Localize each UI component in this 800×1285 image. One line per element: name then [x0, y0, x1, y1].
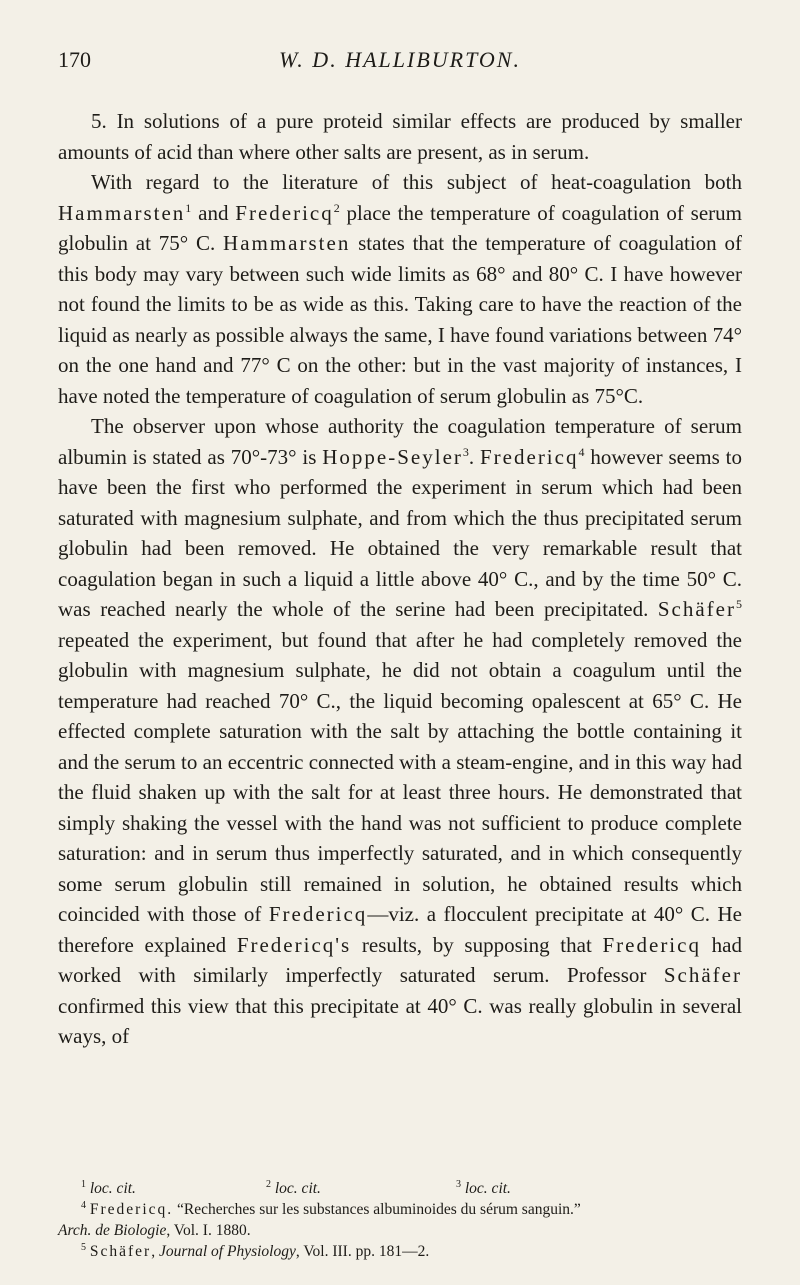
author-name: Fredericq	[480, 444, 579, 469]
footnote-row-1-3	[58, 1178, 742, 1199]
footnote-1: $^1$ loc. cit.	[81, 1179, 136, 1197]
author-name: Fredericq	[602, 932, 701, 957]
footnote-marker: 2	[333, 200, 340, 215]
author-name: Schäfer	[657, 597, 736, 621]
footnote-marker: 1	[185, 200, 192, 215]
footnotes	[58, 1178, 742, 1262]
author-name: Fredericq	[235, 200, 334, 225]
footnote-marker: 4	[578, 444, 585, 459]
page-header	[58, 47, 742, 77]
body-text	[58, 106, 742, 1052]
footnote-4-continued: Arch. de Biologie, Vol. I. 1880.	[58, 1222, 251, 1239]
author-name: Hammarsten	[223, 231, 351, 255]
author-name: Hoppe-Seyler	[322, 444, 463, 469]
author-name: Hammarsten	[58, 200, 186, 225]
author-name: Fredericq	[268, 902, 368, 926]
footnote-3: $^3$ loc. cit.	[456, 1179, 511, 1197]
footnote-marker: 5	[736, 597, 742, 611]
paragraph-5: 5. In solutions of a pure proteid similar effects are produced by smaller amounts of acid than where other salts are present, as in serum.	[58, 109, 742, 164]
footnote-2: $^2$ loc. cit.	[266, 1179, 321, 1197]
footnote-marker: 3	[462, 444, 469, 459]
page-number: 170	[58, 47, 91, 72]
paragraph-observer: The observer upon whose authority the coagulation temperature of serum albumin is stated as 70°-73° is Hoppe-Seyler$^3$. Fredericq$^4$ however seems to have been the first who performed the experiment in serum which had been saturated with magnesium sulphate, and from which the thus precipitated serum globulin had been removed. He obtained the very remarkable result that coagulation began in such a liquid a little above 40° C., and by the time 50° C. was reached nearly the whole of the serine had been precipitated. Schäfer$^5$ repeated the experiment, but found that after he had completely removed the globulin with magnesium sulphate, he did not obtain a coagulum until the temperature had reached 70° C., the liquid becoming opalescent at 65° C. He effected complete saturation with the salt by attaching the bottle containing it and the serum to an eccentric connected with a steam-engine, and in this way had the fluid shaken up with the salt for at least three hours. He demonstrated that simply shaking the vessel with the hand was not sufficient to produce complete saturation: and in serum thus imperfectly saturated, and in which consequently some serum globulin still remained in solution, he obtained results which coincided with those of Fredericq—viz. a flocculent precipitate at 40° C. He therefore explained Fredericq's results, by supposing that Fredericq had worked with similarly imperfectly saturated serum. Professor Schäfer confirmed this view that this precipitate at 40° C. was really globulin in several ways, of	[58, 414, 742, 1048]
author-name: Schäfer	[663, 963, 742, 987]
footnote-4: $^4$ Fredericq. “Recherches sur les substances albuminoides du sérum sanguin.”	[81, 1200, 581, 1218]
author-name: Fredericq's	[236, 932, 352, 957]
paragraph-literature: With regard to the literature of this subject of heat-coagulation both Hammarsten$^1$ and Fredericq$^2$ place the temperature of coagulation of serum globulin at 75° C. Hammarsten states that the temperature of coagulation of this body may vary between such wide limits as 68° and 80° C. I have however not found the limits to be as wide as this. Taking care to have the reaction of the liquid as nearly as possible always the same, I have found variations between 74° on the one hand and 77° C on the other: but in the vast majority of instances, I have noted the temperature of coagulation of serum globulin as 75°C.	[58, 170, 742, 408]
running-title: W. D. HALLIBURTON.	[279, 47, 521, 72]
footnote-5: $^5$ Schäfer, Journal of Physiology, Vol. III. pp. 181—2.	[81, 1242, 430, 1260]
